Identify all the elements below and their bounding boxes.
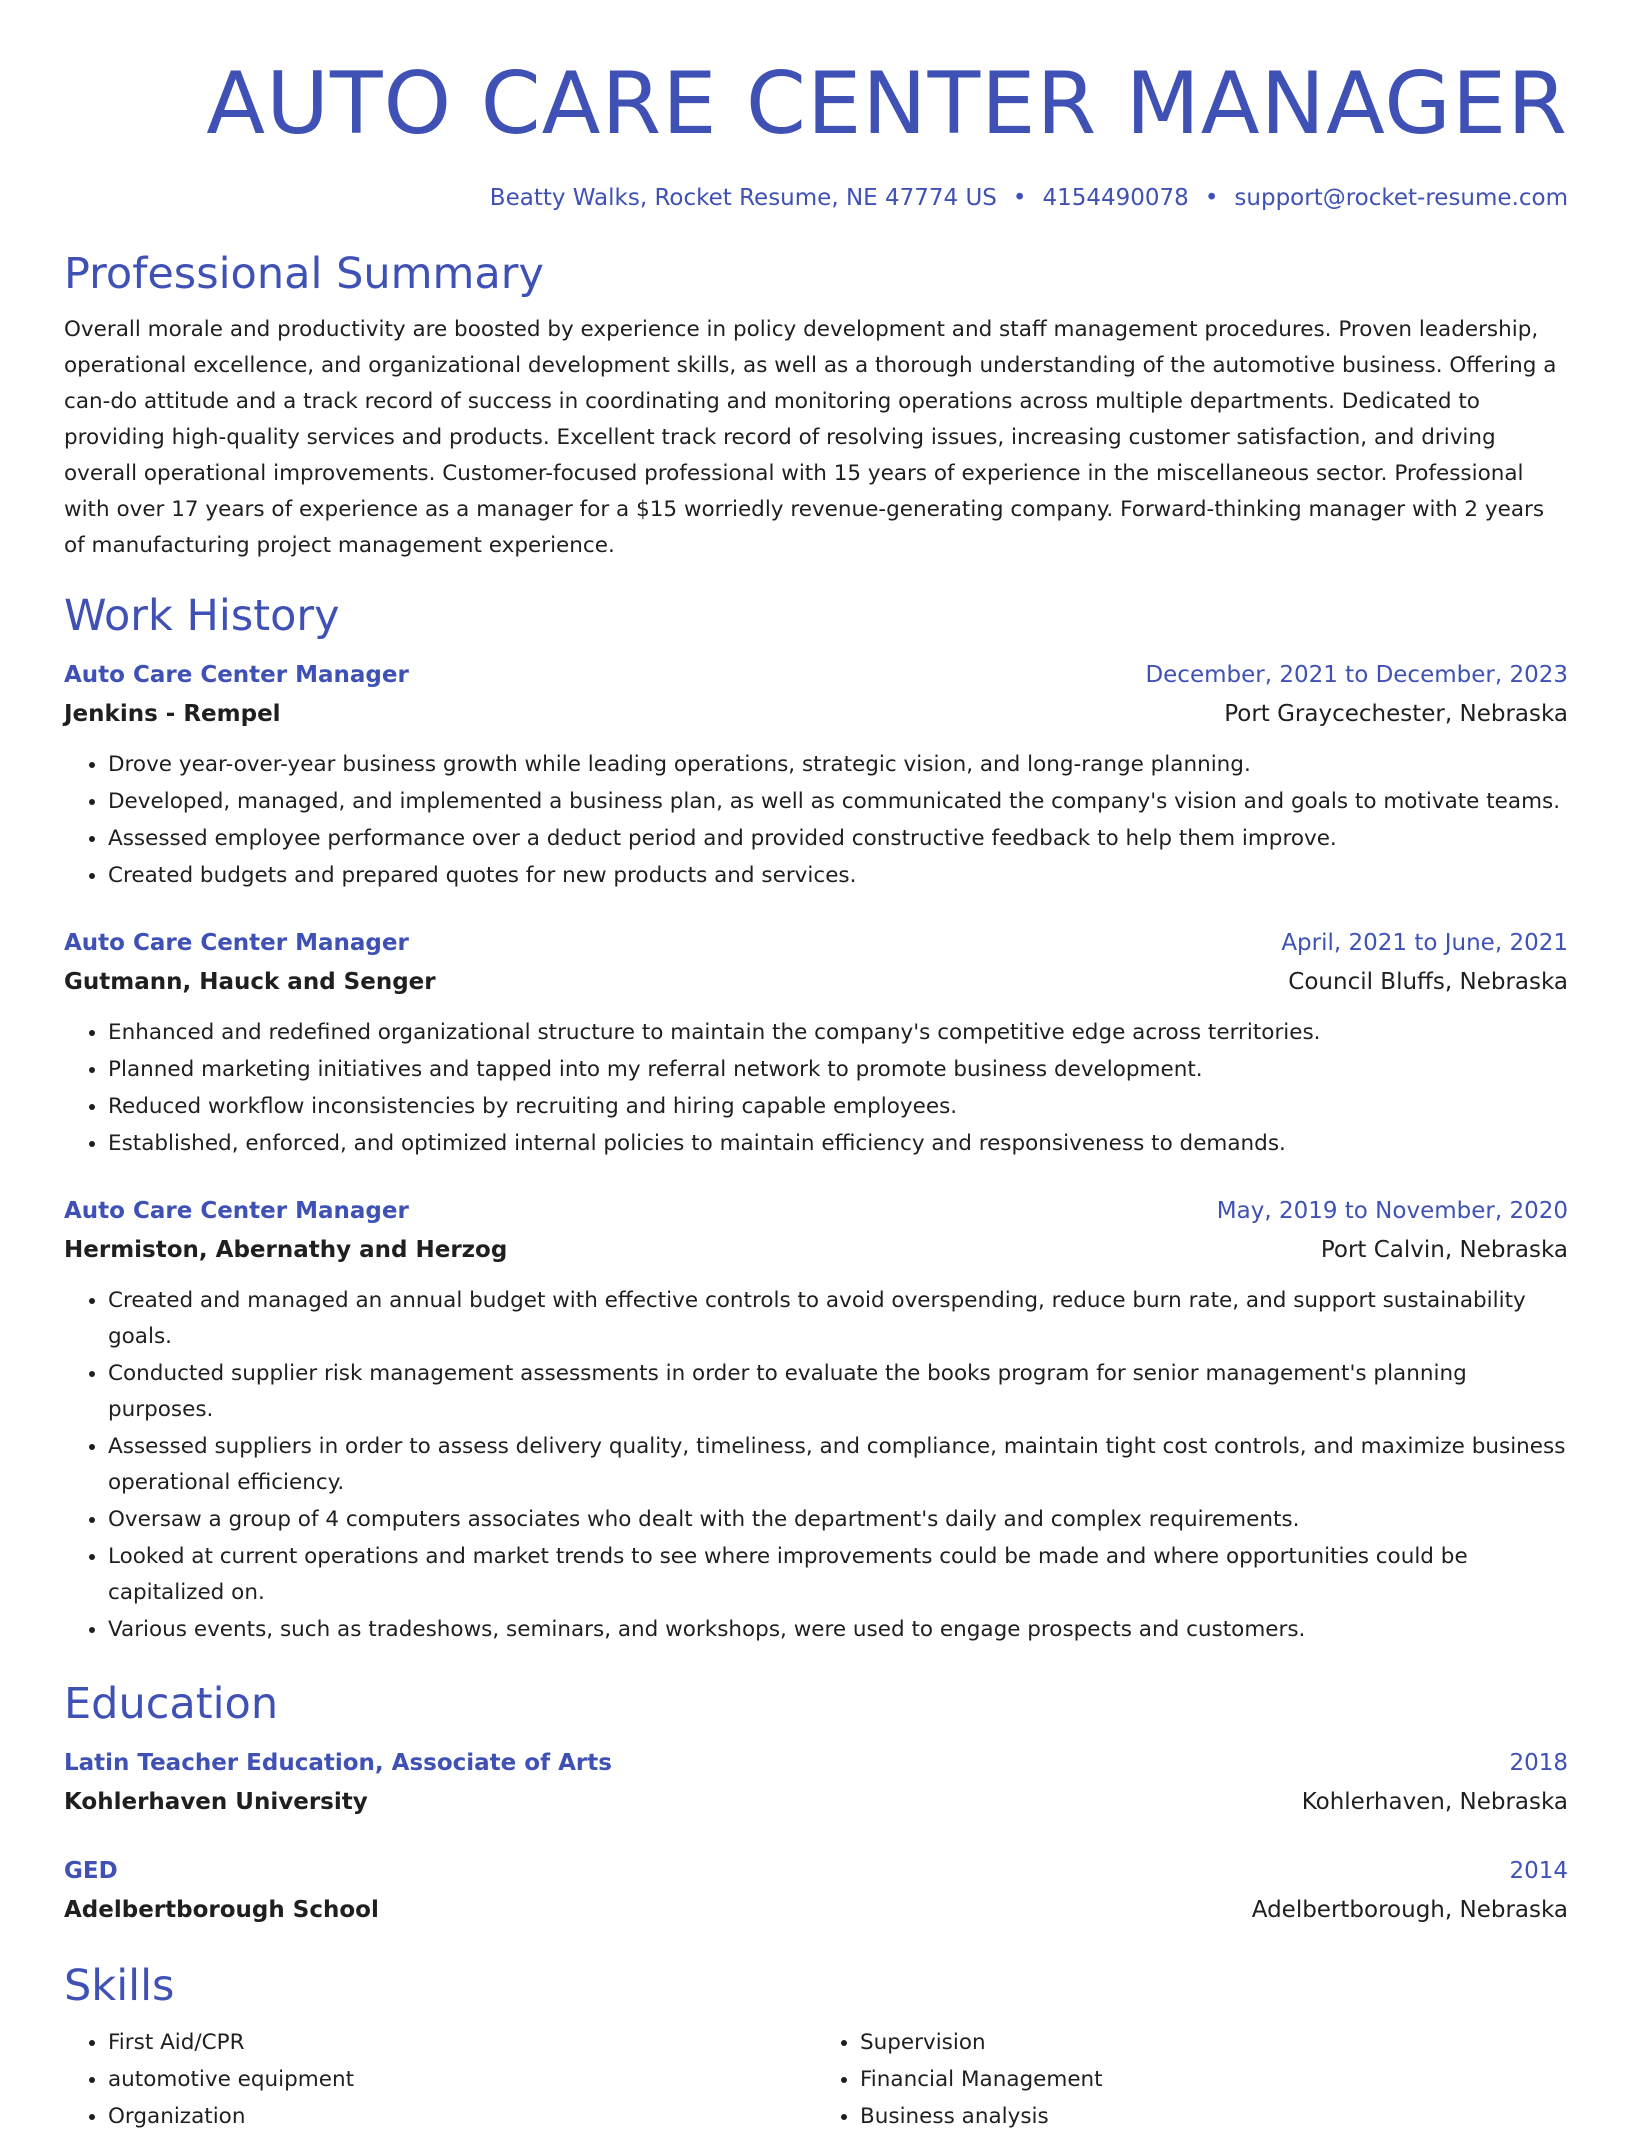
education-school: Adelbertborough School <box>64 1897 379 1923</box>
job-bullet: • Drove year-over-year business growth while leading operations, strategic vision, and long-range planning. <box>108 746 1568 783</box>
job-bullet: • Enhanced and redefined organizational structure to maintain the company's competitive edge across territories. <box>108 1014 1568 1051</box>
job-company: Gutmann, Hauck and Senger <box>64 969 436 995</box>
resume-name-title: AUTO CARE CENTER MANAGER <box>206 54 1568 154</box>
job-bullet: • Various events, such as tradeshows, seminars, and workshops, were used to engage prospects and customers. <box>108 1611 1568 1648</box>
job-bullet: • Developed, managed, and implemented a business plan, as well as communicated the company's vision and goals to motivate teams. <box>108 783 1568 820</box>
education-degree: GED <box>64 1858 118 1884</box>
professional-summary-section <box>64 248 1568 564</box>
job-entry <box>64 924 1568 1162</box>
job-bullet: • Established, enforced, and optimized internal policies to maintain efficiency and responsiveness to demands. <box>108 1125 1568 1162</box>
skills-section <box>64 1960 1568 2135</box>
skill-item: • Organization <box>108 2098 816 2135</box>
job-role: Auto Care Center Manager <box>64 662 409 688</box>
job-bullet: • Planned marketing initiatives and tapped into my referral network to promote business development. <box>108 1051 1568 1088</box>
job-company: Hermiston, Abernathy and Herzog <box>64 1237 508 1263</box>
skills-grid <box>64 2024 1568 2135</box>
skill-item: • automotive equipment <box>108 2061 816 2098</box>
contact-email: support@rocket-resume.com <box>1234 185 1568 211</box>
section-title-summary: Professional Summary <box>64 249 544 299</box>
education-school: Kohlerhaven University <box>64 1789 368 1815</box>
job-bullet: • Looked at current operations and market trends to see where improvements could be made and where opportunities could be capitalized on. <box>108 1538 1568 1611</box>
education-year: 2018 <box>1509 1750 1568 1776</box>
job-entry <box>64 1192 1568 1648</box>
skills-list-left <box>64 2024 816 2135</box>
section-title-work: Work History <box>64 591 340 641</box>
skills-list-right <box>816 2024 1568 2135</box>
job-bullet: • Created and managed an annual budget with effective controls to avoid overspending, reduce burn rate, and support sustainability goals. <box>108 1282 1568 1355</box>
education-entry <box>64 1744 1568 1822</box>
education-entry <box>64 1852 1568 1930</box>
job-bullet: • Assessed suppliers in order to assess delivery quality, timeliness, and compliance, maintain tight cost controls, and maximize business operational efficiency. <box>108 1428 1568 1501</box>
section-title-education: Education <box>64 1679 279 1729</box>
education-location: Kohlerhaven, Nebraska <box>1301 1789 1568 1815</box>
job-dates: December, 2021 to December, 2023 <box>1145 662 1568 688</box>
skill-item: • Financial Management <box>860 2061 1568 2098</box>
job-role: Auto Care Center Manager <box>64 930 409 956</box>
job-location: Port Graycechester, Nebraska <box>1224 701 1568 727</box>
skill-item: • First Aid/CPR <box>108 2024 816 2061</box>
job-dates: May, 2019 to November, 2020 <box>1216 1198 1568 1224</box>
contact-line <box>64 182 1568 214</box>
skill-item: • Business analysis <box>860 2098 1568 2135</box>
job-bullets <box>64 1014 1568 1162</box>
job-bullet: • Oversaw a group of 4 computers associates who dealt with the department's daily and complex requirements. <box>108 1501 1568 1538</box>
job-company: Jenkins - Rempel <box>64 701 281 727</box>
summary-text: Overall morale and productivity are boosted by experience in policy development and staff management procedures. Proven leadership, operational excellence, and organizational development skills, as well as a thorough understanding of the automotive business. Offering a can-do attitude and a track record of success in coordinating and monitoring operations across multiple departments. Dedicated to providing high-quality services and products. Excellent track record of resolving issues, increasing customer satisfaction, and driving overall operational improvements. Customer-focused professional with 15 years of experience in the miscellaneous sector. Professional with over 17 years of experience as a manager for a $15 worriedly revenue-generating company. Forward-thinking manager with 2 years of manufacturing project management experience. <box>64 317 1557 558</box>
job-bullet: • Reduced workflow inconsistencies by recruiting and hiring capable employees. <box>108 1088 1568 1125</box>
contact-separator: • <box>1012 185 1027 211</box>
contact-phone: 4154490078 <box>1042 185 1189 211</box>
education-section <box>64 1678 1568 1930</box>
job-role: Auto Care Center Manager <box>64 1198 409 1224</box>
job-location: Council Bluffs, Nebraska <box>1288 969 1568 995</box>
job-location: Port Calvin, Nebraska <box>1320 1237 1568 1263</box>
job-bullet: • Conducted supplier risk management assessments in order to evaluate the books program for senior management's planning purposes. <box>108 1355 1568 1428</box>
contact-address: Beatty Walks, Rocket Resume, NE 47774 US <box>489 185 997 211</box>
job-dates: April, 2021 to June, 2021 <box>1281 930 1568 956</box>
education-degree: Latin Teacher Education, Associate of Arts <box>64 1750 612 1776</box>
section-title-skills: Skills <box>64 1961 175 2011</box>
job-entry <box>64 656 1568 894</box>
job-bullets <box>64 746 1568 894</box>
job-bullet: • Created budgets and prepared quotes for new products and services. <box>108 857 1568 894</box>
education-location: Adelbertborough, Nebraska <box>1251 1897 1568 1923</box>
education-year: 2014 <box>1509 1858 1568 1884</box>
skill-item: • Supervision <box>860 2024 1568 2061</box>
work-history-section <box>64 590 1568 1648</box>
contact-separator: • <box>1204 185 1219 211</box>
job-bullet: • Assessed employee performance over a deduct period and provided constructive feedback to help them improve. <box>108 820 1568 857</box>
job-bullets <box>64 1282 1568 1648</box>
